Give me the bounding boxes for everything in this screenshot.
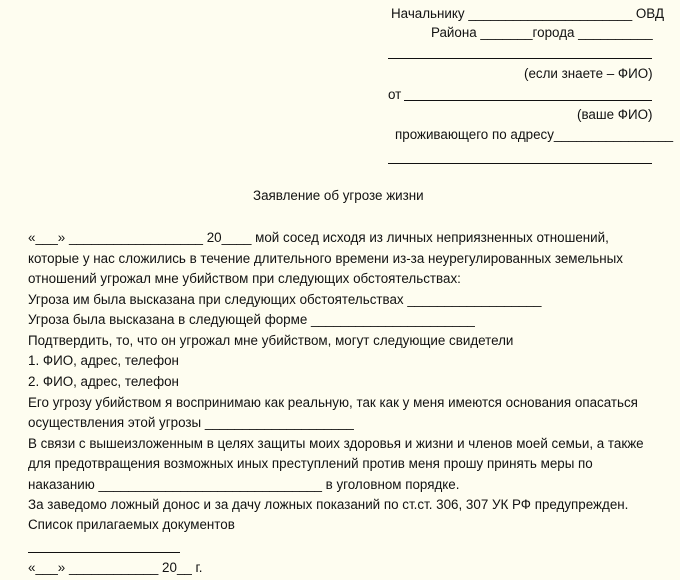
blank-rule-chief-name: [388, 58, 652, 59]
to-chief-line: Начальнику ______________________ ОВД: [391, 6, 665, 21]
body-line-11: В связи с вышеизложенным в целях защиты моих здоровья и жизни и членов моей семьи, а также: [28, 436, 644, 451]
body-line-14: За заведомо ложный донос и за дачу ложных показаний по ст.ст. 306, 307 УК РФ предупрежден.: [28, 497, 629, 512]
body-line-10: осуществления этой угрозы ____________________: [28, 415, 354, 430]
body-line-9: Его угрозу убийством я воспринимаю как реальную, так как у меня имеются основания опасаться: [28, 395, 638, 410]
body-line-12: для предотвращения возможных иных преступлений против меня прошу принять меры по: [28, 456, 593, 471]
signature-rule: [28, 552, 180, 553]
body-line-4: Угроза им была высказана при следующих обстоятельствах __________________: [28, 292, 542, 307]
hint-your-fio: (ваше ФИО): [577, 107, 653, 122]
body-line-3: отношений угрожал мне убийством при следующих обстоятельствах:: [28, 271, 461, 286]
blank-rule-address: [388, 163, 652, 164]
body-line-6: Подтвердить, то, что он угрожал мне убийством, могут следующие свидетели: [28, 333, 514, 348]
witness-item-1: 1. ФИО, адрес, телефон: [28, 353, 179, 368]
residing-at-line: проживающего по адресу________________: [395, 127, 674, 142]
hint-fio-known: (если знаете – ФИО): [524, 66, 653, 81]
witness-item-2: 2. ФИО, адрес, телефон: [28, 374, 179, 389]
from-label: от: [388, 87, 402, 102]
body-line-2: которые у нас сложились в течение длительного времени из-за неурегулированных земельных: [28, 251, 623, 266]
district-city-line: Района _______города __________: [431, 25, 653, 40]
body-line-13: наказанию ______________________________ в уголовном порядке.: [28, 477, 460, 492]
body-line-5: Угроза была высказана в следующей форме ______________________: [28, 312, 475, 327]
document-title: Заявление об угрозе жизни: [253, 188, 424, 203]
date-line: «___» ____________ 20__ г.: [28, 560, 203, 575]
attachments-heading: Список прилагаемых документов: [28, 517, 235, 532]
blank-rule-your-name: [404, 100, 652, 101]
body-line-1: «___» __________________ 20____ мой сосед исходя из личных неприязненных отношений,: [28, 230, 609, 245]
